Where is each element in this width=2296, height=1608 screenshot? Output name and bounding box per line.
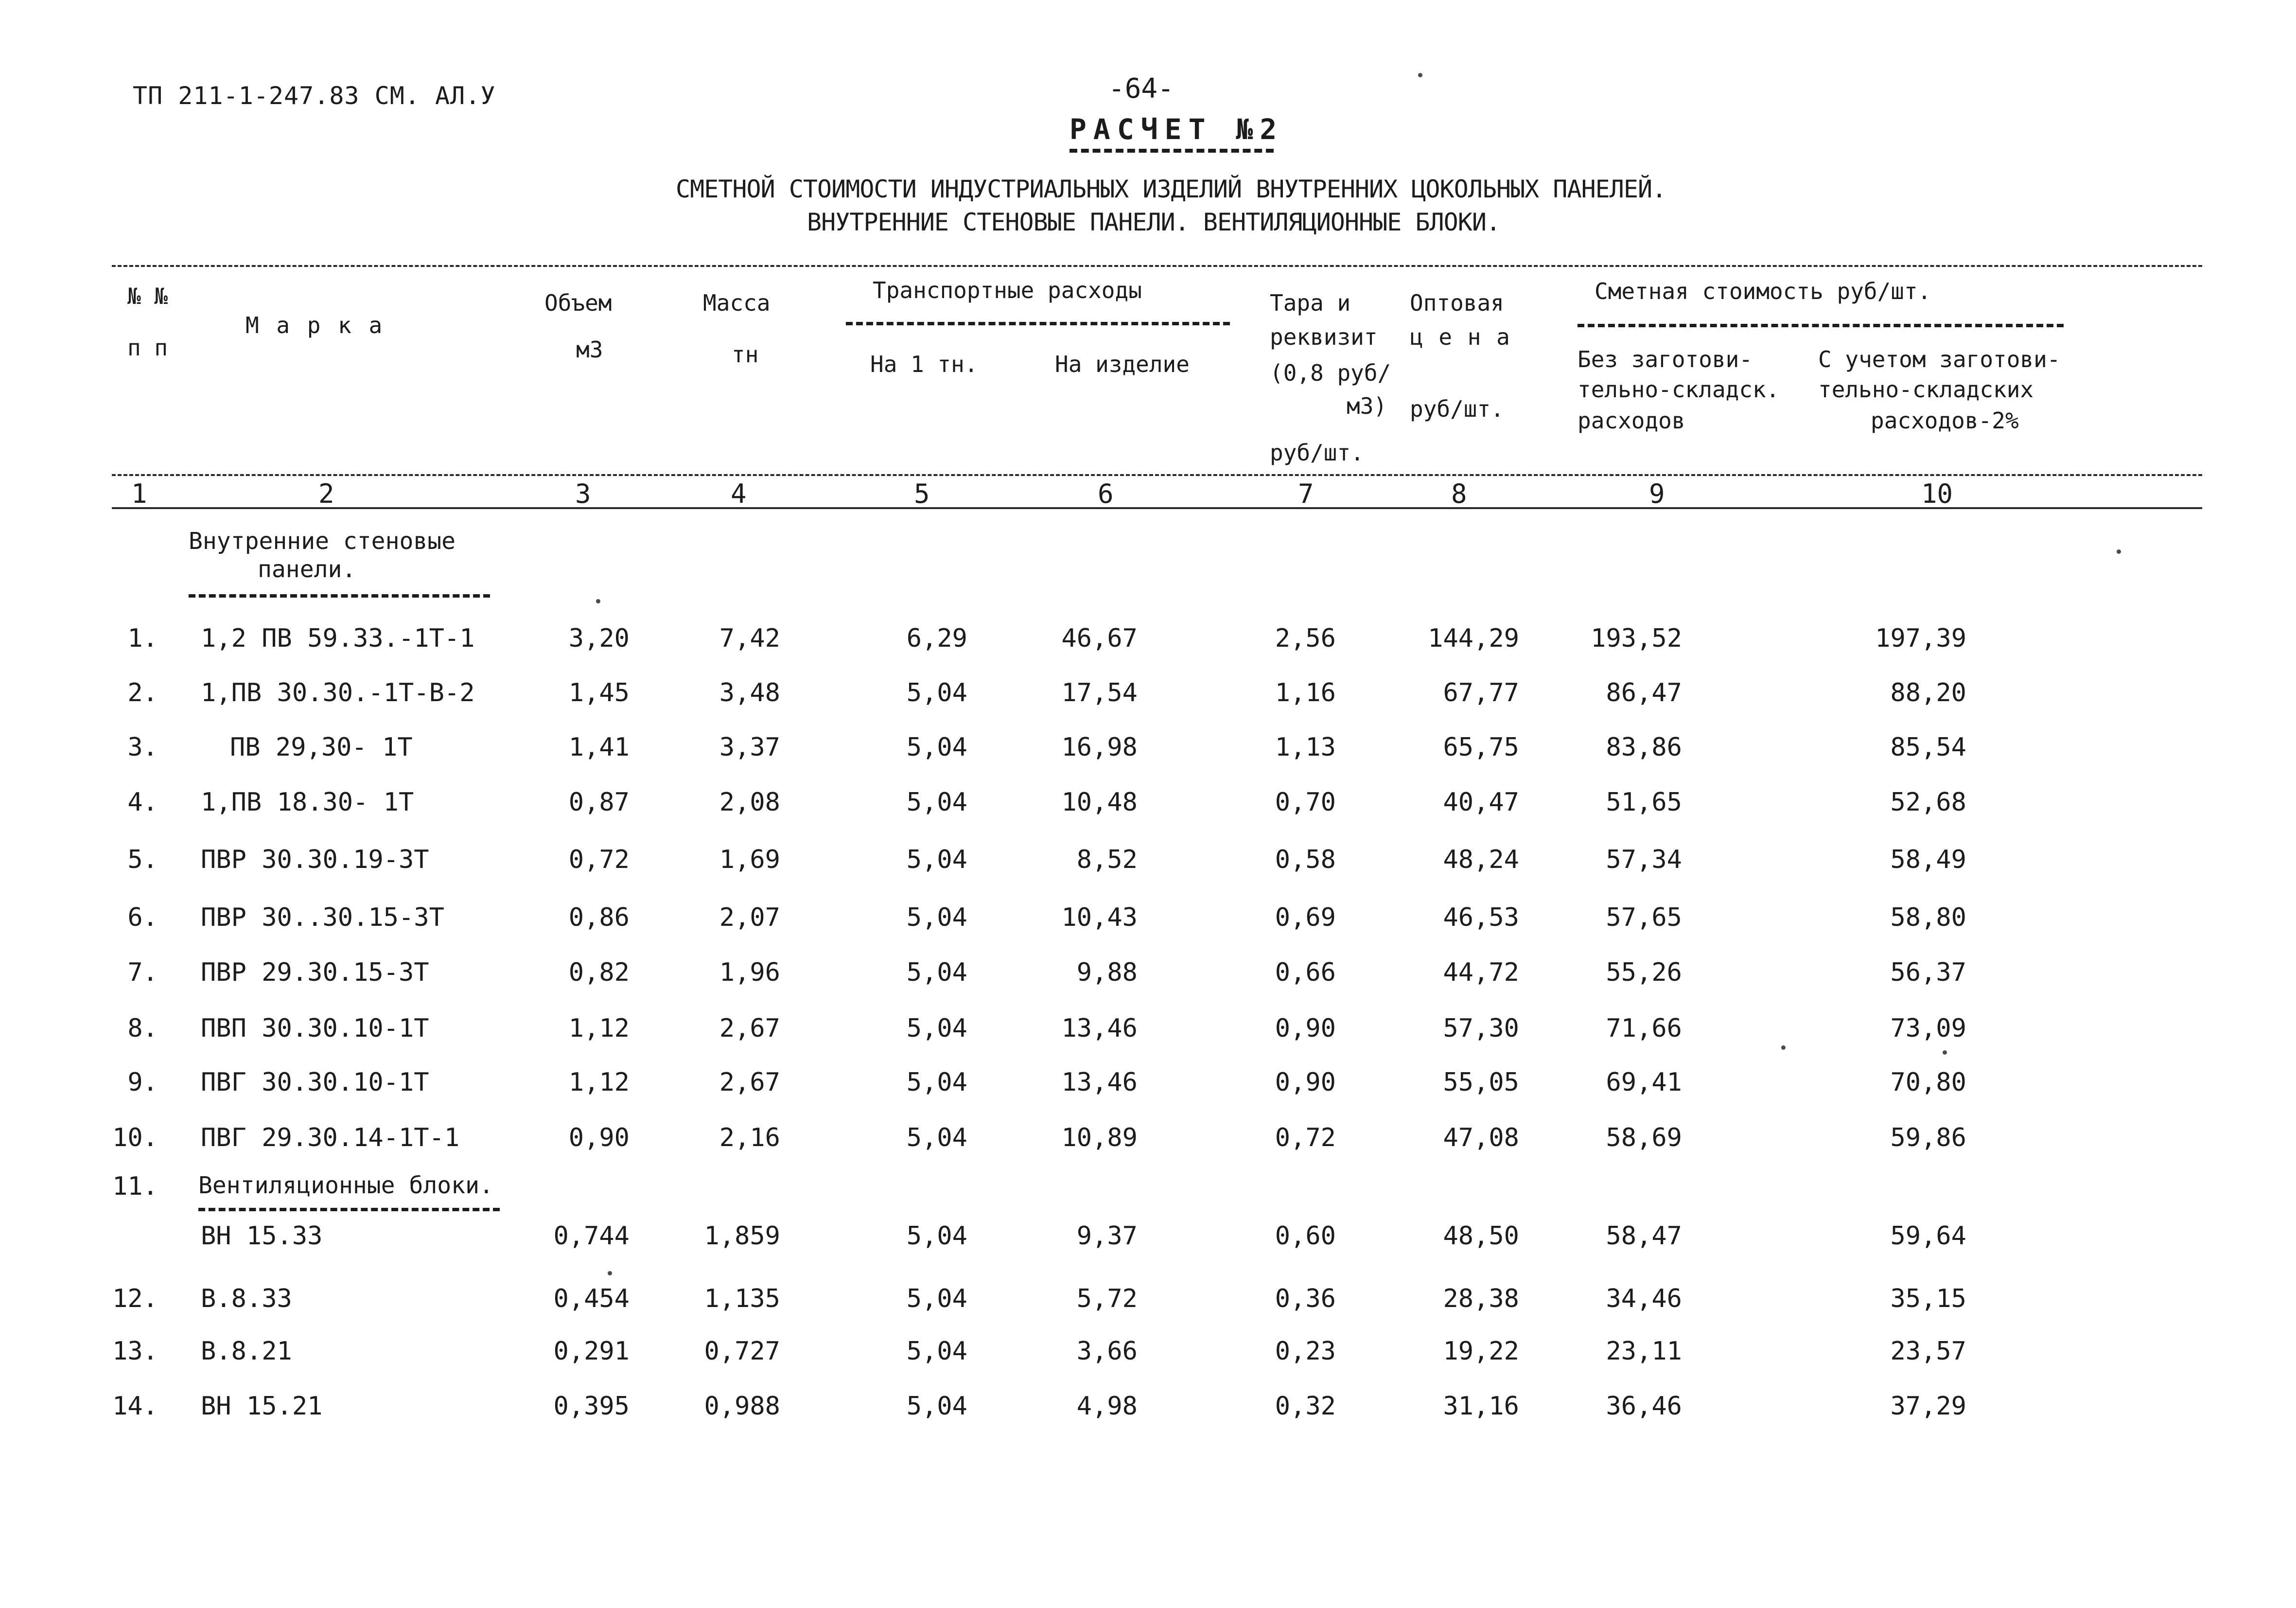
cell-tare: 0,23 (1275, 1337, 1336, 1366)
cell-transport-per-item: 10,48 (1061, 788, 1138, 817)
cell-cost-without-storage: 83,86 (1606, 733, 1682, 762)
cell-cost-without-storage: 55,26 (1606, 958, 1682, 987)
header-transport-divider (846, 322, 1230, 325)
cell-mass: 0,727 (704, 1337, 780, 1366)
header-tare-line-4: м3) (1347, 393, 1387, 419)
cell-tare: 0,69 (1275, 903, 1336, 932)
cell-transport-per-item: 3,66 (1076, 1337, 1138, 1366)
cell-transport-per-item: 9,37 (1076, 1221, 1138, 1251)
cell-transport-per-ton: 5,04 (906, 845, 967, 874)
cell-number: 9. (127, 1068, 158, 1097)
column-number-8: 8 (1451, 478, 1467, 509)
scan-speck (2117, 549, 2121, 554)
cell-cost-with-storage: 37,29 (1890, 1392, 1966, 1421)
cell-number: 5. (127, 845, 158, 874)
cell-wholesale-price: 48,50 (1443, 1221, 1519, 1251)
column-number-2: 2 (318, 478, 334, 509)
cell-mark: ПВ 29,30- 1Т (230, 733, 413, 762)
cell-tare: 0,36 (1275, 1284, 1336, 1313)
header-volume-line-1: Объем (544, 290, 612, 316)
cell-volume: 0,87 (568, 788, 630, 817)
cell-cost-with-storage: 70,80 (1890, 1068, 1966, 1097)
cell-wholesale-price: 44,72 (1443, 958, 1519, 987)
cell-mass: 3,37 (719, 733, 780, 762)
column-number-6: 6 (1098, 478, 1114, 509)
cell-mark: ПВП 30.30.10-1Т (201, 1014, 429, 1043)
cell-mark: ВН 15.21 (201, 1392, 323, 1421)
cell-cost-without-storage: 71,66 (1606, 1014, 1682, 1043)
cell-number: 7. (127, 958, 158, 987)
cell-mass: 2,16 (719, 1123, 780, 1152)
cell-volume: 1,41 (568, 733, 630, 762)
column-number-5: 5 (914, 478, 930, 509)
cell-transport-per-item: 46,67 (1061, 624, 1138, 653)
cell-mass: 1,859 (704, 1221, 780, 1251)
cell-wholesale-price: 47,08 (1443, 1123, 1519, 1152)
cell-number: 8. (127, 1014, 158, 1043)
section-heading-walls-line-1: Внутренние стеновые (189, 528, 456, 555)
scan-speck (1781, 1045, 1786, 1050)
page-number: -64- (1108, 73, 1174, 105)
cell-mass: 2,08 (719, 788, 780, 817)
cell-wholesale-price: 28,38 (1443, 1284, 1519, 1313)
cell-cost-with-storage: 35,15 (1890, 1284, 1966, 1313)
header-num-line-1: № № (127, 283, 168, 309)
cell-cost-without-storage: 51,65 (1606, 788, 1682, 817)
cell-number: 3. (127, 733, 158, 762)
cell-number: 1. (127, 624, 158, 653)
header-with-line-3: расходов-2% (1871, 407, 2019, 434)
header-wholesale-line-3: руб/шт. (1410, 396, 1504, 422)
cell-cost-with-storage: 56,37 (1890, 958, 1966, 987)
cell-cost-with-storage: 58,80 (1890, 903, 1966, 932)
cell-mark: ПВГ 30.30.10-1Т (201, 1068, 429, 1097)
column-numbers-top-rule (112, 474, 2202, 476)
cell-mark: 1,2 ПВ 59.33.-1Т-1 (201, 624, 475, 653)
cell-cost-with-storage: 85,54 (1890, 733, 1966, 762)
cell-mass: 2,67 (719, 1068, 780, 1097)
cell-mark: В.8.33 (201, 1284, 292, 1313)
cell-transport-per-ton: 5,04 (906, 1392, 967, 1421)
cell-cost-without-storage: 34,46 (1606, 1284, 1682, 1313)
header-tare-line-2: реквизит (1270, 324, 1378, 350)
calculation-title: РАСЧЕТ №2 (1069, 113, 1284, 146)
cell-cost-without-storage: 23,11 (1606, 1337, 1682, 1366)
cell-cost-with-storage: 58,49 (1890, 845, 1966, 874)
header-volume-line-2: м3 (576, 336, 603, 363)
cell-cost-with-storage: 59,86 (1890, 1123, 1966, 1152)
cell-volume: 3,20 (568, 624, 630, 653)
scan-speck (608, 1271, 612, 1275)
cell-transport-per-ton: 5,04 (906, 1014, 967, 1043)
cell-tare: 0,58 (1275, 845, 1336, 874)
cell-cost-without-storage: 193,52 (1591, 624, 1682, 653)
cell-cost-without-storage: 57,34 (1606, 845, 1682, 874)
cell-number: 6. (127, 903, 158, 932)
column-number-1: 1 (131, 478, 147, 509)
header-estimate-divider (1577, 324, 2064, 327)
cell-transport-per-item: 13,46 (1061, 1068, 1138, 1097)
header-num-line-2: п п (127, 335, 168, 361)
cell-mark: ПВГ 29.30.14-1Т-1 (201, 1123, 460, 1152)
cell-cost-with-storage: 52,68 (1890, 788, 1966, 817)
cell-mark: 1,ПВ 18.30- 1Т (201, 788, 414, 817)
cell-wholesale-price: 48,24 (1443, 845, 1519, 874)
cell-tare: 1,16 (1275, 678, 1336, 707)
cell-volume: 0,291 (553, 1337, 630, 1366)
cell-transport-per-item: 13,46 (1061, 1014, 1138, 1043)
cell-cost-without-storage: 58,69 (1606, 1123, 1682, 1152)
cell-wholesale-price: 46,53 (1443, 903, 1519, 932)
cell-mark: ПВР 30.30.19-3Т (201, 845, 429, 874)
cell-mark: В.8.21 (201, 1337, 292, 1366)
table-top-rule (112, 265, 2202, 267)
cell-mark: ПВР 29.30.15-3Т (201, 958, 429, 987)
cell-transport-per-ton: 5,04 (906, 733, 967, 762)
cell-mass: 3,48 (719, 678, 780, 707)
header-with-line-1: С учетом заготови- (1818, 346, 2061, 372)
cell-mark: ПВР 30..30.15-3Т (201, 903, 444, 932)
header-mark: М а р к а (245, 312, 385, 338)
header-without-line-3: расходов (1577, 407, 1685, 434)
cell-cost-with-storage: 197,39 (1875, 624, 1966, 653)
cell-transport-per-ton: 5,04 (906, 958, 967, 987)
cell-mass: 0,988 (704, 1392, 780, 1421)
section-heading-ventilation: Вентиляционные блоки. (198, 1172, 493, 1199)
header-wholesale-line-1: Оптовая (1410, 290, 1504, 316)
header-without-line-1: Без заготови- (1577, 346, 1753, 372)
cell-volume: 0,90 (568, 1123, 630, 1152)
cell-transport-per-ton: 5,04 (906, 1068, 967, 1097)
header-wholesale-line-2: ц е н а (1410, 324, 1511, 350)
cell-transport-per-ton: 5,04 (906, 788, 967, 817)
cell-tare: 1,13 (1275, 733, 1336, 762)
cell-mass: 2,07 (719, 903, 780, 932)
cell-cost-with-storage: 88,20 (1890, 678, 1966, 707)
cell-cost-without-storage: 69,41 (1606, 1068, 1682, 1097)
cell-mass: 1,69 (719, 845, 780, 874)
cell-volume: 0,82 (568, 958, 630, 987)
cell-number: 12. (112, 1284, 158, 1313)
cell-mass: 2,67 (719, 1014, 780, 1043)
header-tare-line-5: руб/шт. (1270, 440, 1364, 466)
header-transport-costs: Транспортные расходы (873, 277, 1142, 303)
header-per-ton: На 1 тн. (870, 351, 978, 377)
cell-number: 10. (112, 1123, 158, 1152)
cell-tare: 0,70 (1275, 788, 1336, 817)
section-heading-ventilation-underline (198, 1208, 500, 1211)
cell-transport-per-item: 8,52 (1076, 845, 1138, 874)
cell-volume: 1,12 (568, 1068, 630, 1097)
column-number-3: 3 (575, 478, 591, 509)
cell-mark: ВН 15.33 (201, 1221, 323, 1251)
cell-mass: 7,42 (719, 624, 780, 653)
cell-transport-per-ton: 5,04 (906, 1221, 967, 1251)
header-per-item: На изделие (1055, 351, 1190, 377)
column-number-7: 7 (1298, 478, 1314, 509)
column-number-9: 9 (1649, 478, 1665, 509)
cell-tare: 0,72 (1275, 1123, 1336, 1152)
cell-wholesale-price: 40,47 (1443, 788, 1519, 817)
title-underline (1069, 149, 1274, 153)
cell-volume: 1,12 (568, 1014, 630, 1043)
cell-volume: 0,395 (553, 1392, 630, 1421)
cell-tare: 0,90 (1275, 1068, 1336, 1097)
cell-transport-per-ton: 5,04 (906, 1123, 967, 1152)
cell-volume: 0,72 (568, 845, 630, 874)
cell-number: 14. (112, 1392, 158, 1421)
cell-transport-per-item: 10,43 (1061, 903, 1138, 932)
cell-transport-per-ton: 5,04 (906, 1337, 967, 1366)
cell-cost-without-storage: 58,47 (1606, 1221, 1682, 1251)
document-subtitle-line-1: СМЕТНОЙ СТОИМОСТИ ИНДУСТРИАЛЬНЫХ ИЗДЕЛИЙ ВНУТРЕННИХ ЦОКОЛЬНЫХ ПАНЕЛЕЙ. (676, 175, 1666, 203)
cell-transport-per-ton: 5,04 (906, 1284, 967, 1313)
cell-mark: 1,ПВ 30.30.-1Т-В-2 (201, 678, 475, 707)
header-mass-line-1: Масса (703, 290, 771, 316)
cell-wholesale-price: 31,16 (1443, 1392, 1519, 1421)
cell-tare: 0,90 (1275, 1014, 1336, 1043)
header-tare-line-3: (0,8 руб/ (1270, 360, 1391, 386)
cell-transport-per-item: 10,89 (1061, 1123, 1138, 1152)
cell-transport-per-item: 17,54 (1061, 678, 1138, 707)
cell-transport-per-ton: 6,29 (906, 624, 967, 653)
section-heading-walls-line-2: панели. (258, 556, 356, 583)
header-without-line-2: тельно-складск. (1577, 376, 1780, 403)
cell-wholesale-price: 57,30 (1443, 1014, 1519, 1043)
cell-tare: 2,56 (1275, 624, 1336, 653)
cell-number: 2. (127, 678, 158, 707)
cell-tare: 0,66 (1275, 958, 1336, 987)
column-numbers-bottom-rule (112, 507, 2202, 509)
section-heading-walls-underline (189, 594, 490, 598)
header-tare-line-1: Тара и (1270, 290, 1351, 316)
cell-wholesale-price: 144,29 (1428, 624, 1519, 653)
document-subtitle-line-2: ВНУТРЕННИЕ СТЕНОВЫЕ ПАНЕЛИ. ВЕНТИЛЯЦИОННЫЕ БЛОКИ. (807, 208, 1501, 236)
header-with-line-2: тельно-складских (1818, 376, 2034, 403)
column-number-10: 10 (1921, 478, 1953, 509)
cell-transport-per-item: 4,98 (1076, 1392, 1138, 1421)
document-code: ТП 211-1-247.83 СМ. АЛ.У (133, 82, 496, 110)
cell-number: 13. (112, 1337, 158, 1366)
cell-volume: 0,86 (568, 903, 630, 932)
cell-cost-without-storage: 86,47 (1606, 678, 1682, 707)
cell-cost-with-storage: 23,57 (1890, 1337, 1966, 1366)
cell-wholesale-price: 65,75 (1443, 733, 1519, 762)
cell-cost-with-storage: 73,09 (1890, 1014, 1966, 1043)
cell-transport-per-ton: 5,04 (906, 903, 967, 932)
cell-transport-per-item: 9,88 (1076, 958, 1138, 987)
cell-transport-per-ton: 5,04 (906, 678, 967, 707)
cell-volume: 1,45 (568, 678, 630, 707)
cell-transport-per-item: 5,72 (1076, 1284, 1138, 1313)
scan-speck (1943, 1050, 1947, 1055)
column-number-4: 4 (731, 478, 747, 509)
scan-speck (1418, 73, 1422, 77)
cell-volume: 0,454 (553, 1284, 630, 1313)
cell-number: 11. (112, 1172, 158, 1201)
cell-transport-per-item: 16,98 (1061, 733, 1138, 762)
cell-wholesale-price: 19,22 (1443, 1337, 1519, 1366)
cell-wholesale-price: 55,05 (1443, 1068, 1519, 1097)
scan-speck (596, 599, 600, 603)
header-mass-line-2: тн (732, 341, 759, 368)
cell-mass: 1,96 (719, 958, 780, 987)
cell-tare: 0,60 (1275, 1221, 1336, 1251)
cell-cost-without-storage: 36,46 (1606, 1392, 1682, 1421)
cell-number: 4. (127, 788, 158, 817)
cell-cost-without-storage: 57,65 (1606, 903, 1682, 932)
header-estimate-cost: Сметная стоимость руб/шт. (1595, 278, 1931, 304)
cell-tare: 0,32 (1275, 1392, 1336, 1421)
cell-wholesale-price: 67,77 (1443, 678, 1519, 707)
cell-cost-with-storage: 59,64 (1890, 1221, 1966, 1251)
cell-volume: 0,744 (553, 1221, 630, 1251)
cell-mass: 1,135 (704, 1284, 780, 1313)
